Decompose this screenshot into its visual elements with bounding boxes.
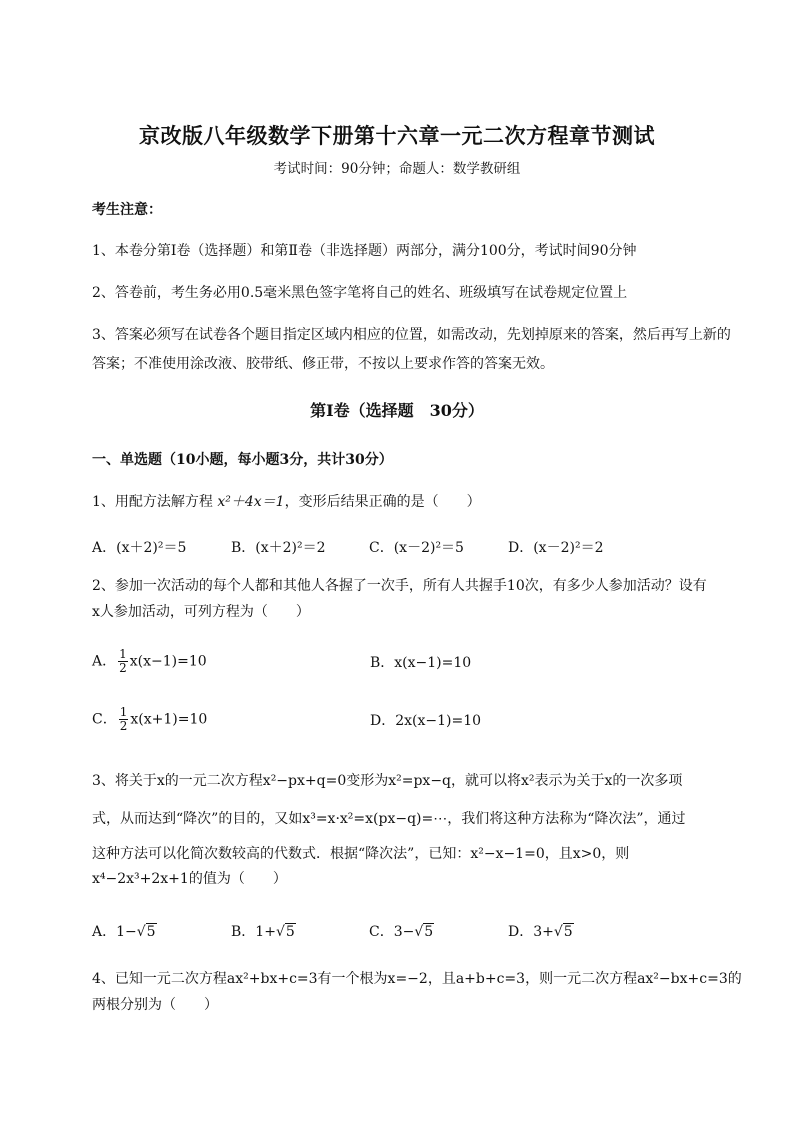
question-3-line-2: 式，从而达到“降次”的目的，又如x³=x·x²=x(px−q)=⋯，我们将这种方法称为“降次法”，通过 (92, 811, 686, 827)
question-3-line-3: 这种方法可以化简次数较高的代数式．根据“降次法”，已知：x²−x−1=0，且x>0，则 (92, 846, 630, 862)
question-3-line-1: 3、将关于x的一元二次方程x²−px+q=0变形为x²=px−q，就可以将x²表示为关于x的一次多项 (92, 773, 683, 789)
question-4-line-1: 4、已知一元二次方程ax²+bx+c=3有一个根为x=−2，且a+b+c=3，则一元二次方程ax²−bx+c=3的 (92, 971, 742, 987)
q3-option-a[interactable]: A．1−√5 (92, 924, 156, 940)
part-heading: 一、单选题（10小题，每小题3分，共计30分） (92, 452, 393, 468)
q1-stem-math: x²＋4x＝1 (217, 494, 285, 510)
q1-option-a[interactable]: A．(x＋2)²＝5 (92, 540, 187, 556)
q2-option-c[interactable] (92, 706, 207, 733)
q3-option-d-text: D．3+ (508, 924, 554, 940)
q2-option-a[interactable] (92, 648, 207, 675)
q3-option-b-text: B．1+ (231, 924, 276, 940)
q3-option-d[interactable]: D．3+√5 (508, 924, 573, 940)
q3-option-c-text: C．3− (369, 924, 415, 940)
notice-item-1: 1、本卷分第I卷（选择题）和第Ⅱ卷（非选择题）两部分，满分100分，考试时间90分钟 (92, 243, 637, 259)
fraction-denominator: 2 (119, 661, 127, 675)
question-2-line-2: x人参加活动，可列方程为（ ） (92, 604, 310, 620)
q2-option-c-label: C． (92, 711, 117, 728)
exam-title: 京改版八年级数学下册第十六章一元二次方程章节测试 (139, 123, 655, 148)
q2-option-c-fraction (119, 706, 129, 733)
question-4-line-2: 两根分别为（ ） (92, 997, 218, 1013)
q2-option-d[interactable]: D．2x(x−1)=10 (370, 713, 482, 729)
fraction-numerator: 1 (119, 647, 127, 661)
section-title: 第I卷（选择题 30分） (310, 401, 484, 420)
q2-option-a-expr: x(x−1)=10 (129, 653, 207, 670)
q2-option-b[interactable]: B．x(x−1)=10 (370, 655, 472, 671)
sqrt-radicand: 5 (285, 924, 295, 940)
notice-item-3: 3、答案必须写在试卷各个题目指定区域内相应的位置，如需改动，先划掉原来的答案，然后再写上新的答案；不准使用涂改液、胶带纸、修正带，不按以上要求作答的答案无效。 (92, 327, 731, 372)
notice-item-2: 2、答卷前，考生务必用0.5毫米黑色签字笔将自己的姓名、班级填写在试卷规定位置上 (92, 285, 628, 301)
q1-option-b[interactable]: B．(x＋2)²＝2 (231, 540, 326, 556)
sqrt-radicand: 5 (563, 924, 573, 940)
q2-option-a-label: A． (92, 653, 117, 670)
q1-option-c[interactable]: C．(x－2)²＝5 (369, 540, 464, 556)
q3-option-c[interactable]: C．3−√5 (369, 924, 434, 940)
fraction-numerator: 1 (119, 705, 128, 719)
q1-stem-post: ，变形后结果正确的是（ ） (284, 494, 481, 510)
question-1 (92, 488, 742, 517)
q3-option-a-text: A．1− (92, 924, 137, 940)
q2-option-c-expr: x(x+1)=10 (130, 711, 208, 728)
sqrt-radicand: 5 (424, 924, 434, 940)
q2-option-a-fraction (118, 648, 128, 675)
sqrt-radicand: 5 (146, 924, 156, 940)
fraction-denominator: 2 (119, 719, 128, 733)
question-3-line-4: x⁴−2x³+2x+1的值为（ ） (92, 871, 287, 887)
question-2-line-1: 2、参加一次活动的每个人都和其他人各握了一次手，所有人共握手10次，有多少人参加活动？设有 (92, 578, 707, 594)
notice-heading: 考生注意： (92, 202, 162, 218)
q1-option-d[interactable]: D．(x－2)²＝2 (508, 540, 604, 556)
exam-subtitle: 考试时间：90分钟；命题人：数学教研组 (273, 161, 521, 177)
q3-option-b[interactable]: B．1+√5 (231, 924, 295, 940)
q1-stem-pre: 1、用配方法解方程 (92, 494, 218, 510)
